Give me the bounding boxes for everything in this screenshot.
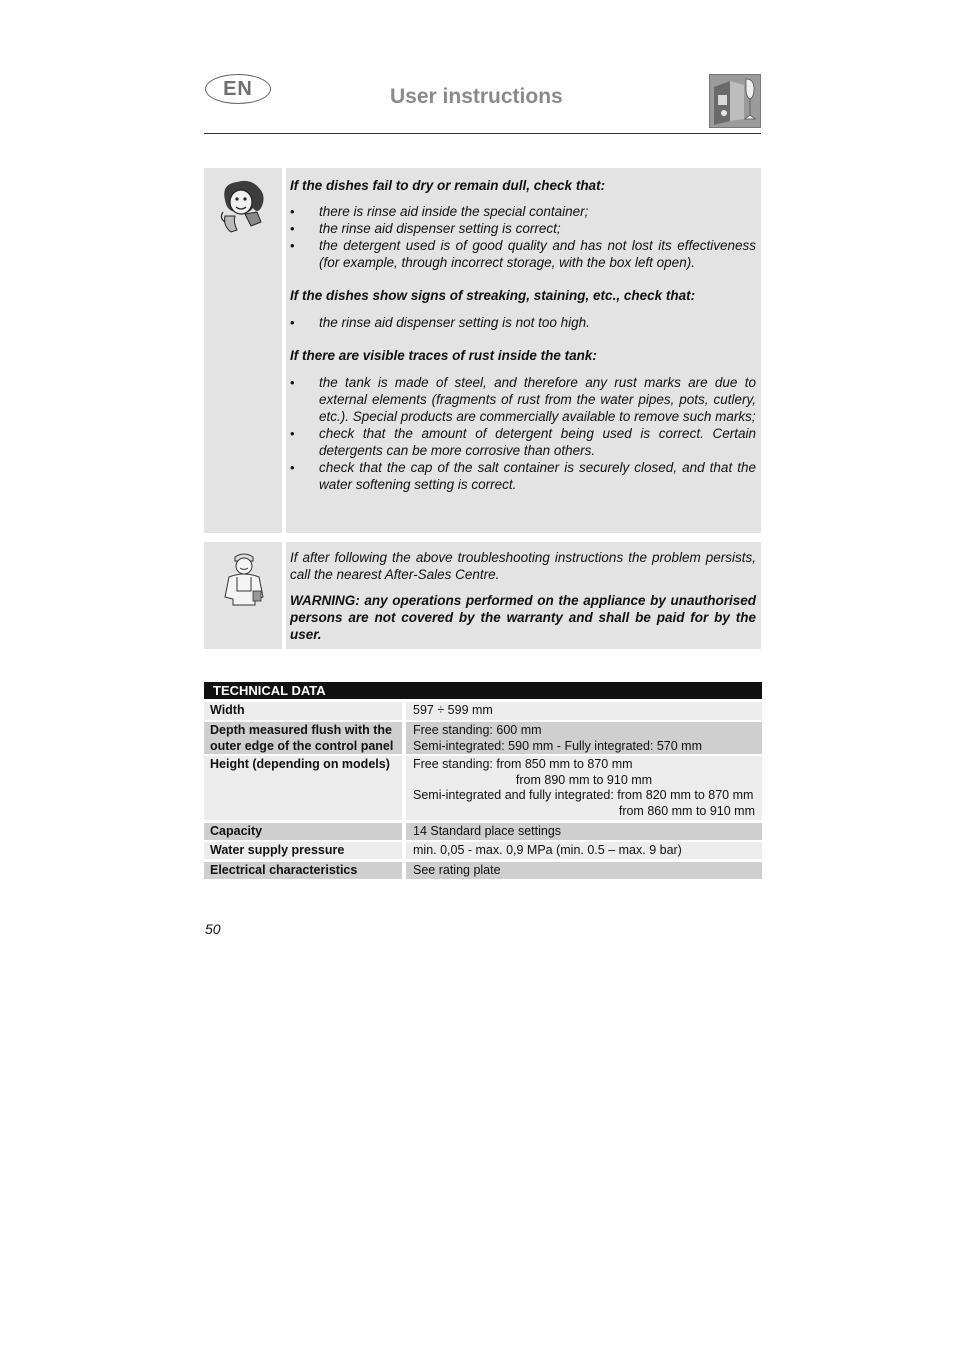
value-line: 14 Standard place settings	[413, 824, 562, 838]
page-title: User instructions	[390, 85, 563, 108]
value-line: Free standing: 600 mm	[413, 723, 542, 737]
list-item: • check that the amount of detergent being used is correct. Certain detergents can be more corrosive than others.	[290, 425, 756, 459]
section-heading-dry: If the dishes fail to dry or remain dull, check that:	[290, 178, 606, 193]
troubleshoot-icon-cell	[204, 168, 282, 533]
row-label: Capacity	[204, 823, 402, 840]
warranty-warning: WARNING: any operations performed on the appliance by unauthorised persons are not covered by the warranty and shall be paid for by the user.	[290, 593, 756, 642]
table-row	[204, 722, 762, 754]
table-row	[204, 862, 762, 879]
value-line: See rating plate	[413, 863, 501, 877]
list-item: • check that the cap of the salt container is securely closed, and that the water softening setting is correct.	[290, 459, 756, 493]
section-heading-rust: If there are visible traces of rust inside the tank:	[290, 348, 597, 363]
table-row	[204, 842, 762, 859]
row-label: Water supply pressure	[204, 842, 402, 859]
value-line: Semi-integrated: 590 mm - Fully integrated: 570 mm	[413, 738, 703, 753]
service-icon-cell	[204, 542, 282, 649]
row-value	[406, 823, 762, 840]
service-instruction: If after following the above troubleshooting instructions the problem persists, call the nearest After-Sales Centre.	[290, 550, 756, 582]
section-heading-streaking: If the dishes show signs of streaking, staining, etc., check that:	[290, 288, 696, 303]
row-value	[406, 842, 762, 859]
list-item: • the detergent used is of good quality and has not lost its effectiveness (for example, through incorrect storage, with the box left open).	[290, 237, 756, 271]
service-text-cell	[286, 542, 761, 649]
value-line: from 860 mm to 910 mm	[618, 803, 755, 818]
bullet-list-rust	[290, 374, 756, 493]
row-label: Width	[204, 702, 402, 720]
list-item: • the rinse aid dispenser setting is correct;	[290, 220, 756, 237]
bullet-list-dry	[290, 203, 756, 271]
row-value	[406, 756, 762, 820]
row-label: Depth measured flush with the outer edge of the control panel	[204, 722, 402, 754]
row-label: Electrical characteristics	[204, 862, 402, 879]
bullet-list-streaking	[290, 314, 756, 331]
technical-data-title: TECHNICAL DATA	[204, 682, 762, 699]
value-line: 597 ÷ 599 mm	[413, 703, 493, 717]
value-line: from 890 mm to 910 mm	[515, 772, 653, 787]
troubleshoot-text-cell	[286, 168, 761, 533]
value-line: Free standing: from 850 mm to 870 mm	[413, 757, 633, 771]
row-value	[406, 722, 762, 754]
list-item: • there is rinse aid inside the special container;	[290, 203, 756, 220]
dishwasher-logo-icon	[709, 74, 761, 128]
row-label: Height (depending on models)	[204, 756, 402, 820]
table-row	[204, 756, 762, 820]
worried-woman-icon	[217, 178, 269, 236]
header-divider	[204, 133, 761, 134]
list-item: • the rinse aid dispenser setting is not too high.	[290, 314, 756, 331]
value-line: Semi-integrated and fully integrated: from 820 mm to 870 mm	[413, 788, 754, 802]
table-row	[204, 702, 762, 720]
list-item: • the tank is made of steel, and therefore any rust marks are due to external elements (fragments of rust from the water pipes, pots, cutlery, etc.). Special products are commercially available to remove such marks;	[290, 374, 756, 425]
technician-icon	[221, 551, 267, 607]
row-value	[406, 862, 762, 879]
table-row	[204, 823, 762, 840]
row-value	[406, 702, 762, 720]
value-line: min. 0,05 - max. 0,9 MPa (min. 0.5 – max. 9 bar)	[413, 843, 682, 857]
language-badge: EN	[205, 74, 271, 104]
page-number: 50	[205, 921, 221, 937]
